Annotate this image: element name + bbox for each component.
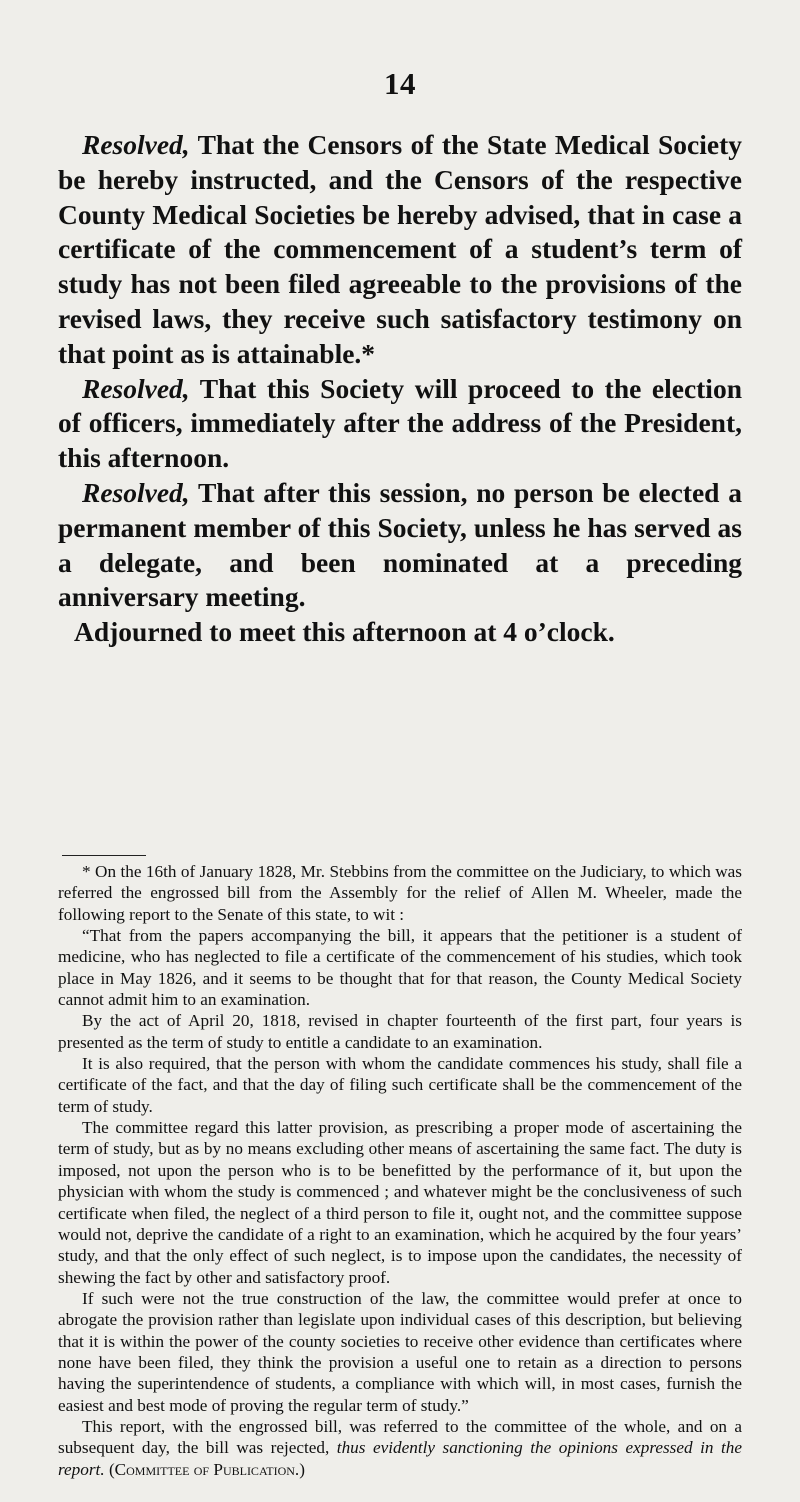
resolution-text: That after this session, no person be elected a permanent member of this Society, unless he has served as a delegate, and been nominated at a preceding anniversary meeting. bbox=[58, 476, 742, 613]
adjournment: Adjourned to meet this afternoon at 4 o’clock. bbox=[74, 616, 615, 648]
report-paragraph: It is also required, that the person with whom the candidate commences his study, shall file a certificate of the fact, and that the day of filing such certificate shall be the commencement of the term of study. bbox=[58, 1054, 742, 1116]
closing-attribution: (Committee of Publication.) bbox=[104, 1459, 305, 1479]
main-text bbox=[58, 128, 742, 650]
resolution-text: That this Society will proceed to the election of officers, immediately after the address of the President, this afternoon. bbox=[58, 372, 742, 474]
resolution-censors bbox=[58, 128, 742, 372]
resolved-label: Resolved, bbox=[82, 476, 190, 508]
resolution-text: That the Censors of the State Medical Society be hereby instructed, and the Censors of the respective County Medical Societies be hereby advised, that in case a certificate of the commencement of a student’s term of study has not been filed agreeable to the provisions of the revised laws, they receive such satisfactory testimony on that point as is attainable.* bbox=[58, 129, 742, 369]
resolved-label: Resolved, bbox=[82, 129, 190, 160]
resolution-election bbox=[58, 372, 742, 476]
footnote bbox=[58, 861, 742, 1480]
report-paragraph: If such were not the true construction of the law, the committee would prefer at once to abrogate the provision rather than legislate upon individual cases of this description, but believing that it is within the power of the county societies to receive other evidence than certificates where none have been filed, they think the provision a useful one to retain as a direction to persons having the superintendence of students, a compliance with which will, in most cases, furnish the easiest and best mode of proving the regular term of study.” bbox=[58, 1288, 742, 1415]
closing-text: This report, with the engrossed bill, was referred to the committee of the whole, and on a subsequent day, the bill was rejected, bbox=[58, 1416, 742, 1458]
report-paragraph: “That from the papers accompanying the bill, it appears that the petitioner is a student of medicine, who has neglected to file a certificate of the commencement of his studies, which took place in May 1826, and it seems to be thought that for that reason, the County Medical Society cannot admit him to an examination. bbox=[58, 926, 742, 1010]
report-paragraph: By the act of April 20, 1818, revised in chapter fourteenth of the first part, four years is presented as the term of study to entitle a candidate to an examination. bbox=[58, 1011, 742, 1052]
page-number: 14 bbox=[384, 66, 416, 101]
resolution-membership bbox=[58, 476, 742, 615]
footnote-closing bbox=[58, 1416, 742, 1480]
footnote-intro: * On the 16th of January 1828, Mr. Stebbins from the committee on the Judiciary, to which was referred the engrossed bill from the Assembly for the relief of Allen M. Wheeler, made the following report to the Senate of this state, to wit : bbox=[58, 862, 742, 924]
closing-italic: thus evidently sanctioning the opinions expressed in the report. bbox=[58, 1438, 742, 1479]
footnote-divider bbox=[62, 855, 146, 856]
report-paragraph: The committee regard this latter provision, as prescribing a proper mode of ascertaining the term of study, but as by no means excluding other means of ascertaining the same fact. The duty is imposed, not upon the person who is to be benefitted by the performance of it, but upon the physician with whom the study is commenced ; and whatever might be the conclusiveness of such certificate when filed, the neglect of a third person to file it, ought not, and the committee suppose would not, deprive the candidate of a right to an examination, which he acquired by the four years’ study, and that the only effect of such neglect, is to impose upon the candidates, the necessity of shewing the fact by other and satisfactory proof. bbox=[58, 1118, 742, 1287]
resolved-label: Resolved, bbox=[82, 372, 190, 404]
